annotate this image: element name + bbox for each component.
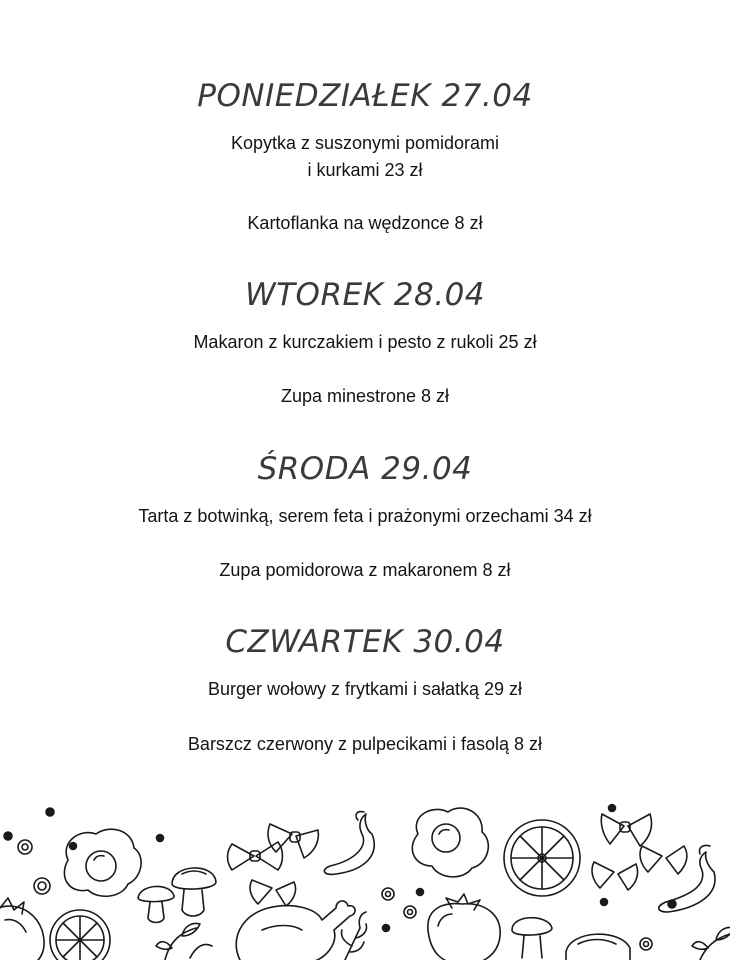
egg-icon — [64, 829, 141, 896]
egg-icon — [412, 808, 488, 877]
dish-line: Kopytka z suszonymi pomidorami — [230, 133, 500, 153]
herb-icon — [692, 928, 730, 960]
bow-tie-pasta-icon — [592, 862, 638, 890]
dish-tuesday-soup — [0, 383, 730, 410]
bow-tie-pasta-icon — [250, 880, 296, 906]
pepper-dots-icon — [601, 805, 677, 951]
day-title-wednesday: ŚRODA 29.04 — [257, 451, 473, 487]
dish-line: Zupa pomidorowa z makaronem 8 zł — [219, 560, 511, 580]
bow-tie-pasta-icon — [601, 814, 651, 846]
dish-line: Tarta z botwinką, serem feta i prażonymi orzechami 34 zł — [138, 506, 592, 526]
dish-monday-soup — [0, 210, 730, 237]
dish-line: i kurkami 23 zł — [307, 160, 423, 180]
day-title-thursday: CZWARTEK 30.04 — [225, 624, 505, 660]
chicken-leg-icon — [236, 901, 355, 960]
dish-monday-main — [0, 130, 730, 184]
dish-line: Kartoflanka na wędzonce 8 zł — [247, 213, 483, 233]
chili-pepper-icon — [324, 812, 374, 875]
pepper-dots-icon — [4, 808, 164, 894]
dish-line: Makaron z kurczakiem i pesto z rukoli 25 zł — [193, 332, 537, 352]
bow-tie-pasta-icon — [268, 824, 318, 858]
dish-wednesday-main — [0, 503, 730, 530]
dish-line: Zupa minestrone 8 zł — [280, 386, 450, 406]
dish-line: Barszcz czerwony z pulpecikami i fasolą 8 zł — [187, 734, 543, 754]
dish-tuesday-main — [0, 329, 730, 356]
food-illustration-border — [0, 790, 730, 960]
bow-tie-pasta-icon — [228, 842, 283, 870]
mushroom-icon — [138, 886, 174, 922]
dish-wednesday-soup — [0, 557, 730, 584]
tomato-icon — [0, 898, 44, 960]
dish-thursday-soup — [0, 731, 730, 758]
citrus-slice-icon — [50, 910, 110, 960]
bow-tie-pasta-icon — [640, 846, 687, 874]
pepper-dots-icon — [382, 888, 424, 932]
dish-line: Burger wołowy z frytkami i sałatką 29 zł — [207, 679, 523, 699]
mushroom-icon — [512, 918, 552, 958]
dish-thursday-main — [0, 676, 730, 703]
day-title-tuesday: WTOREK 28.04 — [244, 277, 486, 313]
mushroom-icon — [566, 934, 630, 960]
mushroom-icon — [172, 868, 216, 916]
citrus-slice-icon — [504, 820, 580, 896]
tomato-icon — [428, 894, 500, 960]
day-title-monday: PONIEDZIAŁEK 27.04 — [197, 78, 533, 114]
